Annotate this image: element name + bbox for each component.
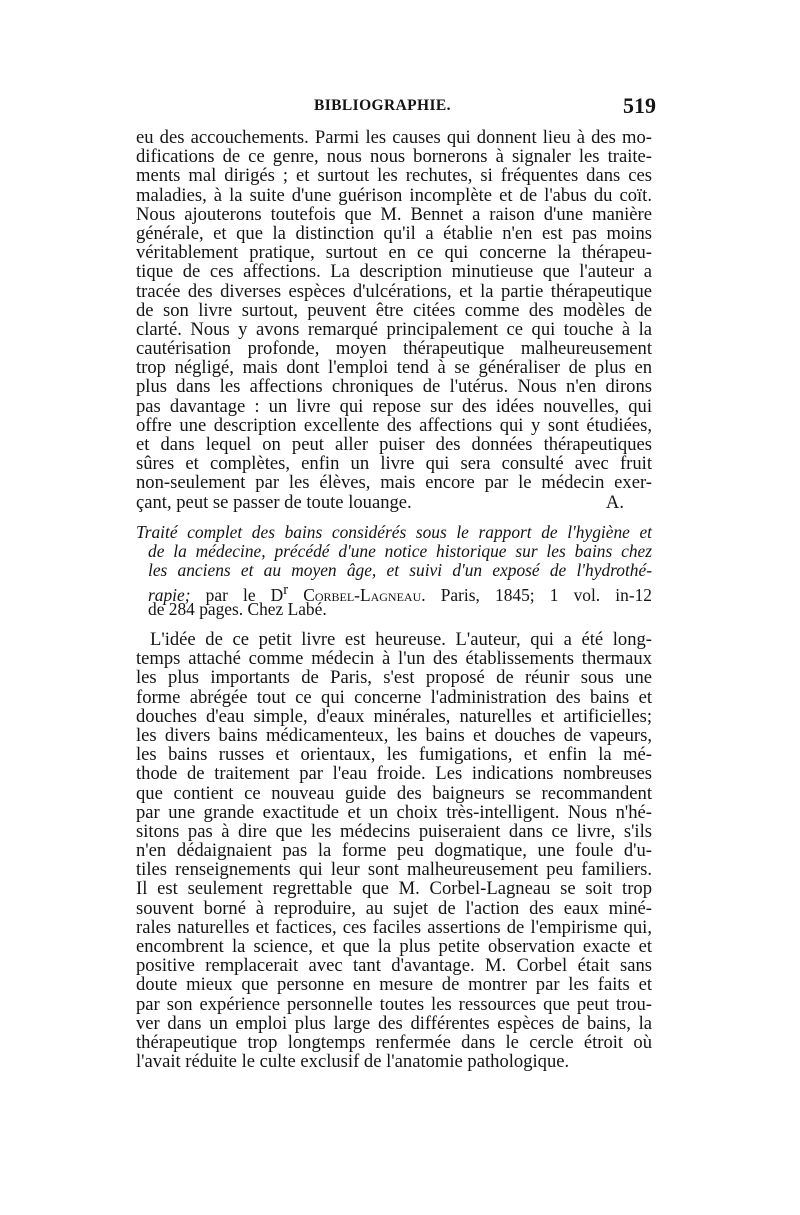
text-line: eu des accouchements. Parmi les causes qui donnent lieu à des mo-: [136, 127, 652, 148]
text-line: doute mieux que personne en mesure de montrer par les faits et: [136, 974, 652, 996]
text-line: thode de traitement par l'eau froide. Les indications nombreuses: [136, 763, 652, 785]
previous-review-text: [136, 128, 652, 512]
text-line: maladies, à la suite d'une guérison incomplète et de l'abus du coït.: [136, 184, 652, 206]
closing-text: çant, peut se passer de toute louange.: [136, 491, 412, 513]
running-title: BIBLIOGRAPHIE.: [314, 97, 451, 114]
citation-title-line: de la médecine, précédé d'une notice historique sur les bains chez: [148, 541, 652, 562]
text-line: L'idée de ce petit livre est heureuse. L'auteur, qui a été long-: [150, 629, 652, 650]
page-number: 519: [623, 93, 656, 118]
text-line: les bains russes et orientaux, les fumigations, et enfin la mé-: [136, 744, 652, 766]
text-line: rales naturelles et factices, ces faciles assertions de l'empirisme qui,: [136, 916, 652, 938]
citation-title-line: les anciens et au moyen âge, et suivi d'un exposé de l'hydrothé-: [148, 560, 652, 581]
text-line: temps attaché comme médecin à l'un des établissements thermaux: [136, 648, 652, 670]
text-line: pas davantage : un livre qui repose sur des idées nouvelles, qui: [136, 395, 652, 417]
text-line: offre une description excellente des affections qui y sont étudiées,: [136, 414, 652, 436]
text-line: sitons pas à dire que les médecins puiseraient dans ce livre, s'ils: [136, 820, 652, 842]
text-line: tiles renseignements qui leur sont malheureusement peu familiers.: [136, 859, 652, 881]
text-line: véritablement pratique, surtout en ce qui concerne la thérapeu-: [136, 242, 652, 264]
text-line: plus dans les affections chroniques de l'utérus. Nous n'en dirons: [136, 376, 652, 398]
text-line: générale, et que la distinction qu'il a établie n'en est pas moins: [136, 222, 652, 244]
citation-publication: Paris, 1845; 1 vol. in-12: [425, 584, 652, 605]
text-line: souvent borné à reproduire, au sujet de l'action des eaux miné-: [136, 897, 652, 919]
text-line: ver dans un emploi plus large des différentes espèces de bains, la: [136, 1012, 652, 1034]
closing-line: [136, 493, 652, 512]
text-line: et dans lequel on peut aller puiser des données thérapeutiques: [136, 434, 652, 455]
text-line: douches d'eau simple, d'eaux minérales, naturelles et artificielles;: [136, 705, 652, 727]
text-line: Il est seulement regrettable que M. Corbel-Lagneau se soit trop: [136, 878, 652, 900]
text-line: encombrent la science, et que la plus petite observation exacte et: [136, 936, 652, 957]
citation-title-line: Traité complet des bains considérés sous le rapport de l'hygiène et: [136, 522, 652, 542]
text-line: les plus importants de Paris, s'est proposé de réunir sous une: [136, 667, 652, 689]
text-line: Nous ajouterons toutefois que M. Bennet a raison d'une manière: [136, 203, 652, 225]
text-line: n'en dédaignaient pas la forme peu dogmatique, une foule d'u-: [136, 840, 652, 862]
page-header: [136, 93, 656, 123]
text-line: thérapeutique trop longtemps renfermée dans le cercle étroit où: [136, 1031, 652, 1053]
text-line: trop négligé, mais dont l'emploi tend à se généraliser de plus en: [136, 357, 652, 379]
text-line: clarté. Nous y avons remarqué principalement ce qui touche à la: [136, 318, 652, 340]
text-line: les divers bains médicamenteux, les bains et douches de vapeurs,: [136, 724, 652, 746]
citation-author-line: [136, 581, 652, 605]
citation-author: Corbel-Lagneau.: [288, 584, 426, 605]
text-line: difications de ce genre, nous nous bornerons à signaler les traite-: [136, 146, 652, 168]
citation-doctor-sup: r: [283, 581, 289, 598]
text-line: positive remplacerait avec tant d'avantage. M. Corbel était sans: [136, 955, 652, 977]
text-line: de son livre surtout, peuvent être citées comme des modèles de: [136, 299, 652, 321]
text-line: l'avait réduite le culte exclusif de l'anatomie pathologique.: [136, 1051, 570, 1073]
citation-pages-line: de 284 pages. Chez Labé.: [148, 598, 327, 619]
text-line: que contient ce nouveau guide des baigneurs se recommandent: [136, 782, 652, 804]
citation-par: par le D: [190, 584, 284, 605]
review-text: [136, 630, 652, 1071]
text-line: forme abrégée tout ce qui concerne l'administration des bains et: [136, 686, 652, 708]
text-line: tracée des diverses espèces d'ulcérations, et la partie thérapeutique: [136, 280, 652, 302]
text-line: sûres et complètes, enfin un livre qui sera consulté avec fruit: [136, 453, 652, 475]
text-line: par son expérience personnelle toutes les ressources que peut trou-: [136, 993, 652, 1015]
bibliographic-citation: [136, 523, 652, 619]
text-line: tique de ces affections. La description minutieuse que l'auteur a: [136, 261, 652, 283]
reviewer-signature: A.: [605, 491, 624, 513]
text-line: cautérisation profonde, moyen thérapeutique malheureusement: [136, 338, 652, 360]
citation-title-end: rapie;: [148, 584, 191, 605]
text-line: par une grande exactitude et un choix très-intelligent. Nous n'hé-: [136, 801, 652, 823]
text-line: non-seulement par les élèves, mais encore par le médecin exer-: [136, 472, 652, 494]
text-line: ments mal dirigés ; et surtout les rechutes, si fréquentes dans ces: [136, 165, 652, 187]
